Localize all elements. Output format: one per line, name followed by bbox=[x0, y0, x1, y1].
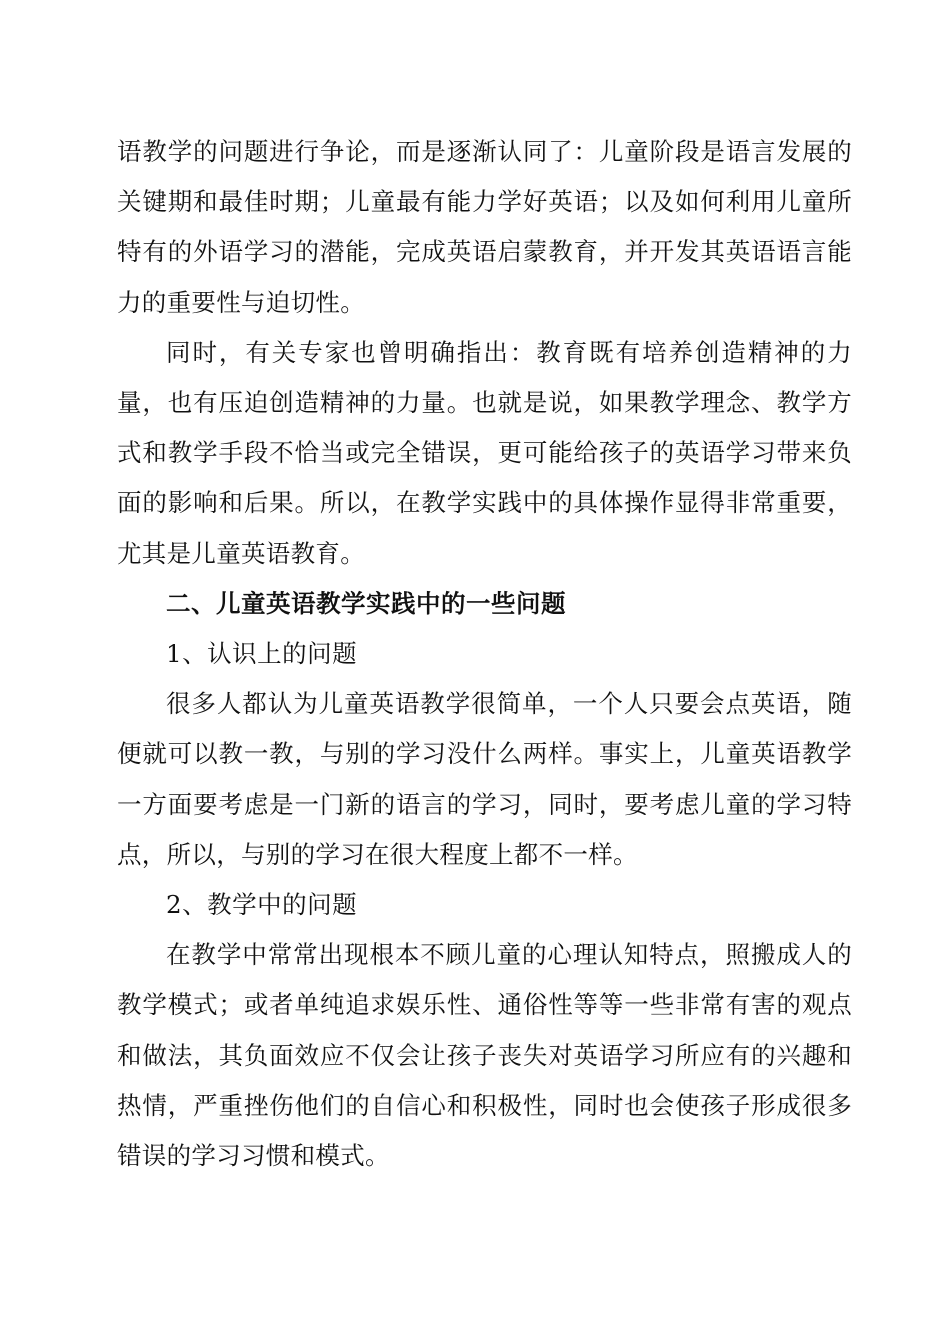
section-heading-problems: 二、儿童英语教学实践中的一些问题 bbox=[166, 588, 566, 618]
paragraph-teaching: 在教学中常常出现根本不顾儿童的心理认知特点，照搬成人的教学模式；或者单纯追求娱乐性、通俗性等等一些非常有害的观点和做法，其负面效应不仅会让孩子丧失对英语学习所应有的兴趣和热情，严重挫伤他们的自信心和积极性，同时也会使孩子形成很多错误的学习习惯和模式。 bbox=[117, 940, 852, 1171]
paragraph-cognition: 很多人都认为儿童英语教学很简单，一个人只要会点英语，随便就可以教一教，与别的学习没什么两样。事实上，儿童英语教学一方面要考虑是一门新的语言的学习，同时，要考虑儿童的学习特点，所以，与别的学习在很大程度上都不一样。 bbox=[117, 689, 852, 869]
subheading-cognition-problem: 1、认识上的问题 bbox=[166, 639, 358, 669]
subheading-teaching-problem: 2、教学中的问题 bbox=[166, 890, 358, 920]
document-body bbox=[117, 127, 852, 1181]
paragraph-continuation: 语教学的问题进行争论，而是逐渐认同了：儿童阶段是语言发展的关键期和最佳时期；儿童最有能力学好英语；以及如何利用儿童所特有的外语学习的潜能，完成英语启蒙教育，并开发其英语语言能力的重要性与迫切性。 bbox=[117, 137, 852, 317]
paragraph-expert-view: 同时，有关专家也曾明确指出：教育既有培养创造精神的力量，也有压迫创造精神的力量。也就是说，如果教学理念、教学方式和教学手段不恰当或完全错误，更可能给孩子的英语学习带来负面的影响和后果。所以，在教学实践中的具体操作显得非常重要，尤其是儿童英语教育。 bbox=[117, 337, 852, 568]
